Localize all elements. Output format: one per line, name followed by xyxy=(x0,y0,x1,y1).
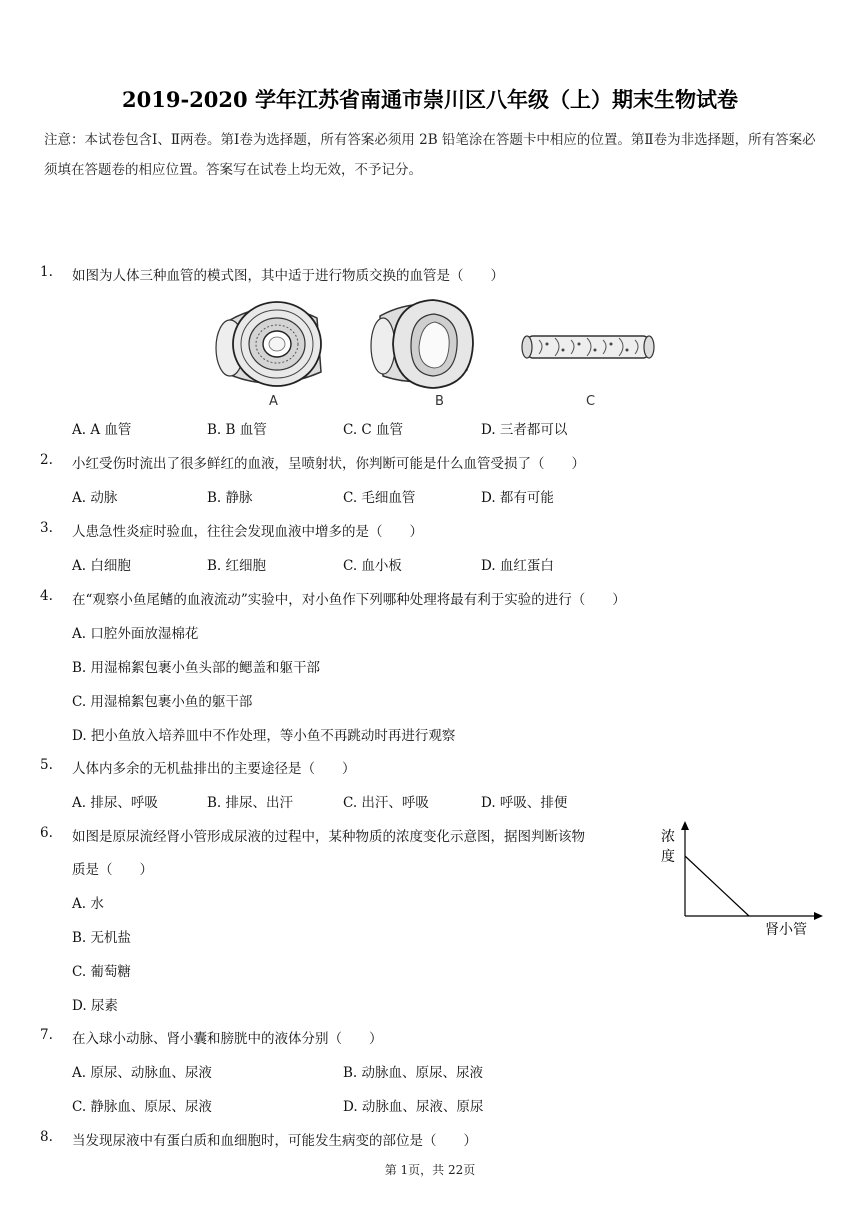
question-7-option-c[interactable]: C. 静脉血、原尿、尿液 xyxy=(72,1099,212,1115)
question-4-option-b[interactable]: B. 用湿棉絮包裹小鱼头部的鳃盖和躯干部 xyxy=(72,660,321,676)
question-4-option-c[interactable]: C. 用湿棉絮包裹小鱼的躯干部 xyxy=(72,694,253,710)
question-1-option-b[interactable]: B. B 血管 xyxy=(207,422,267,438)
question-1-option-c[interactable]: C. C 血管 xyxy=(343,422,404,438)
figure-label-b: B xyxy=(435,394,444,409)
exam-notice: 注意：本试卷包含Ⅰ、Ⅱ两卷。第Ⅰ卷为选择题，所有答案必须用 2B 铅笔涂在答题卡中相应的位置。第Ⅱ卷为非选择题，所有答案必须填在答题卷的相应位置。答案写在试卷上均无效，不予记分。 xyxy=(44,132,816,178)
graph-xlabel: 肾小管 xyxy=(765,922,807,938)
question-7-option-a[interactable]: A. 原尿、动脉血、尿液 xyxy=(72,1065,212,1081)
blood-vessel-figure xyxy=(205,292,665,410)
question-1-option-d[interactable]: D. 三者都可以 xyxy=(481,422,568,438)
question-2-option-d[interactable]: D. 都有可能 xyxy=(481,490,554,506)
question-1-option-a[interactable]: A. A 血管 xyxy=(72,422,132,438)
question-6-option-b[interactable]: B. 无机盐 xyxy=(72,930,132,946)
question-6-option-d[interactable]: D. 尿素 xyxy=(72,998,118,1014)
question-3-text: 人患急性炎症时验血，往往会发现血液中增多的是（ ） xyxy=(72,524,423,540)
page-title: 2019-2020 学年江苏省南通市崇川区八年级（上）期末生物试卷 xyxy=(122,87,738,112)
question-8-number: 8. xyxy=(40,1129,53,1145)
question-3-option-b[interactable]: B. 红细胞 xyxy=(207,558,267,574)
vessel-c-drawing xyxy=(522,336,654,358)
question-5-option-c[interactable]: C. 出汗、呼吸 xyxy=(343,795,429,811)
question-6-text-line-1: 如图是原尿流经肾小管形成尿液的过程中，某种物质的浓度变化示意图，据图判断该物 xyxy=(72,829,585,845)
question-7-number: 7. xyxy=(40,1027,53,1043)
question-7-option-d[interactable]: D. 动脉血、尿液、原尿 xyxy=(343,1099,484,1115)
question-3-number: 3. xyxy=(40,520,53,536)
question-5-option-d[interactable]: D. 呼吸、排便 xyxy=(481,795,568,811)
question-3-option-a[interactable]: A. 白细胞 xyxy=(72,558,131,574)
question-7-text: 在入球小动脉、肾小囊和膀胱中的液体分别（ ） xyxy=(72,1031,383,1047)
question-6-text-line-2: 质是（ ） xyxy=(72,862,153,878)
question-5-number: 5. xyxy=(40,757,53,773)
vessel-b-drawing xyxy=(371,300,473,388)
figure-label-c: C xyxy=(586,394,596,409)
question-4-text: 在“观察小鱼尾鳍的血液流动”实验中，对小鱼作下列哪种处理将最有利于实验的进行（ ） xyxy=(72,592,626,608)
question-4-option-a[interactable]: A. 口腔外面放湿棉花 xyxy=(72,626,199,642)
question-5-option-b[interactable]: B. 排尿、出汗 xyxy=(207,795,294,811)
question-2-option-a[interactable]: A. 动脉 xyxy=(72,490,118,506)
question-6-number: 6. xyxy=(40,825,53,841)
vessel-a-drawing xyxy=(216,302,321,386)
question-3-option-d[interactable]: D. 血红蛋白 xyxy=(481,558,554,574)
figure-label-a: A xyxy=(269,394,278,409)
question-1-text: 如图为人体三种血管的模式图，其中适于进行物质交换的血管是（ ） xyxy=(72,268,504,284)
question-8-text: 当发现尿液中有蛋白质和血细胞时，可能发生病变的部位是（ ） xyxy=(72,1133,477,1149)
concentration-graph xyxy=(655,820,825,945)
question-3-option-c[interactable]: C. 血小板 xyxy=(343,558,402,574)
question-2-option-b[interactable]: B. 静脉 xyxy=(207,490,253,506)
concentration-line xyxy=(685,856,749,916)
question-4-option-d[interactable]: D. 把小鱼放入培养皿中不作处理，等小鱼不再跳动时再进行观察 xyxy=(72,728,456,744)
page-footer: 第 1页，共 22页 xyxy=(384,1163,476,1177)
question-2-number: 2. xyxy=(40,452,53,468)
graph-ylabel-2: 度 xyxy=(661,849,675,865)
blood-vessel-drawings xyxy=(205,292,665,410)
question-2-option-c[interactable]: C. 毛细血管 xyxy=(343,490,416,506)
question-6-option-c[interactable]: C. 葡萄糖 xyxy=(72,964,131,980)
question-5-option-a[interactable]: A. 排尿、呼吸 xyxy=(72,795,158,811)
question-4-number: 4. xyxy=(40,588,53,604)
question-2-text: 小红受伤时流出了很多鲜红的血液，呈喷射状，你判断可能是什么血管受损了（ ） xyxy=(72,456,585,472)
question-6-option-a[interactable]: A. 水 xyxy=(72,896,104,912)
graph-ylabel-1: 浓 xyxy=(661,829,675,845)
question-1-number: 1. xyxy=(40,264,53,280)
question-5-text: 人体内多余的无机盐排出的主要途径是（ ） xyxy=(72,761,356,777)
question-7-option-b[interactable]: B. 动脉血、原尿、尿液 xyxy=(343,1065,484,1081)
